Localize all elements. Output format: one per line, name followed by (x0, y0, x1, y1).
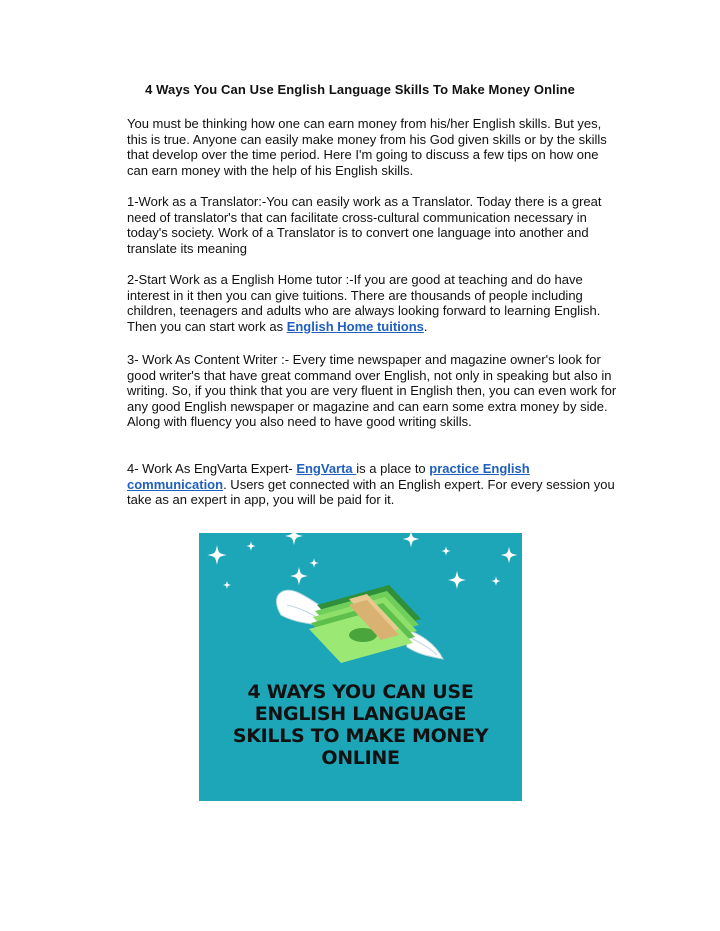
engvarta-prefix: 4- Work As EngVarta Expert- (127, 461, 297, 476)
document-title: 4 Ways You Can Use English Language Skills To Make Money Online (145, 82, 575, 97)
banner-title (199, 681, 522, 769)
banner-line-1: 4 WAYS YOU CAN USE (247, 681, 474, 703)
engvarta-suffix: . Users get connected with an English expert. For every session you take as an expert in app, you will be paid for it. (127, 476, 615, 508)
practice-english-link[interactable]: practice English communication (127, 461, 530, 492)
home-tutor-end: . (423, 318, 428, 334)
banner-line-4: ONLINE (321, 747, 400, 769)
translator-paragraph: 1-Work as a Translator:-You can easily work as a Translator. Today there is a great need of translator's that can facilitate cross-cultural communication necessary in today's society. Work of a Translator is to convert one language into another and translate its meaning (127, 194, 602, 256)
intro-paragraph: You must be thinking how one can earn money from his/her English skills. But yes, this is true. Anyone can easily make money from his God given skills or by the skills that develop over the time period. Here I'm going to discuss a few tips on how one can earn money with the help of his English skills. (127, 116, 607, 178)
engvarta-middle: is a place to (356, 461, 430, 476)
english-home-tuitions-link[interactable]: English Home tuitions (286, 318, 424, 334)
banner-line-2: ENGLISH LANGUAGE (254, 703, 467, 725)
banner-image (199, 533, 522, 801)
banner-line-3: SKILLS TO MAKE MONEY (232, 725, 489, 747)
sparkle-icons (207, 533, 517, 589)
home-tutor-text: 2-Start Work as a English Home tutor :-If you are good at teaching and do have interest in it then you can give tuitions. There are thousands of people including children, teenagers and adults who are always looking forward to learning English. Then you can start work as (127, 272, 601, 334)
engvarta-paragraph (127, 461, 617, 508)
engvarta-link[interactable]: EngVarta (296, 461, 357, 476)
content-writer-paragraph: 3- Work As Content Writer :- Every time newspaper and magazine owner's look for good writer's that have great command over English, not only in speaking but also in writing. So, if you think that you are very fluent in English then, you can even work for any good English newspaper or magazine and can earn some extra money by side. Along with fluency you also need to have good writing skills. (127, 352, 617, 430)
money-stack-icon (309, 585, 421, 663)
home-tutor-paragraph (127, 272, 617, 334)
